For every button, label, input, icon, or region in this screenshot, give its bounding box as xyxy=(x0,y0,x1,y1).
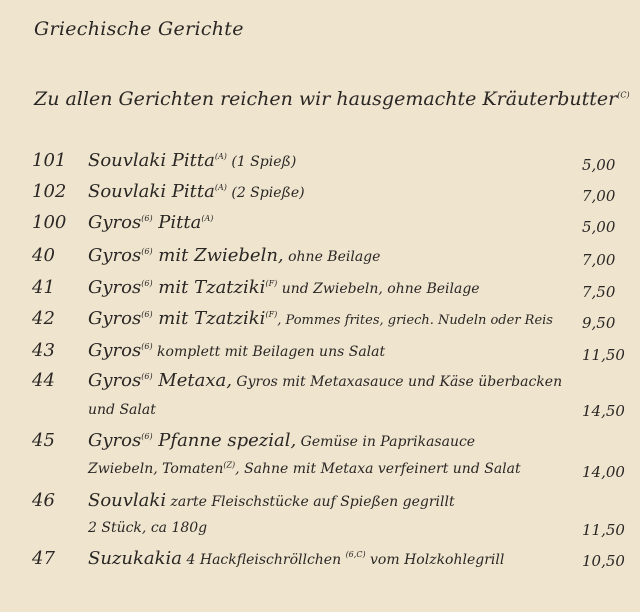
item-number: 44 xyxy=(32,370,55,391)
item-number: 47 xyxy=(32,548,55,569)
item-name: Gyros$^{(6)}$ mit Tzatziki$^{(F)}$ und Zwiebeln, ohne Beilage xyxy=(88,277,480,298)
menu-item xyxy=(0,370,640,422)
item-name: Gyros$^{(6)}$ mit Tzatziki$^{(F)}$, Pommes frites, griech. Nudeln oder Reis xyxy=(88,308,553,329)
item-price: 7,00 xyxy=(582,187,616,205)
item-name: Gyros$^{(6)}$ Pfanne spezial, Gemüse in Paprikasauce xyxy=(88,430,476,451)
item-price: 9,50 xyxy=(582,314,616,332)
item-name: Gyros$^{(6)}$ Metaxa, Gyros mit Metaxasauce und Käse überbacken xyxy=(88,370,563,391)
menu-note-text: Zu allen Gerichten reichen wir hausgemachte Kräuterbutter xyxy=(34,88,618,110)
menu-item xyxy=(0,308,640,336)
item-price: 5,00 xyxy=(582,156,616,174)
item-name: Souvlaki Pitta$^{(A)}$ (1 Spieß) xyxy=(88,150,297,171)
menu-note-allergen: (C) xyxy=(617,90,630,100)
item-price: 11,50 xyxy=(582,521,625,539)
item-name: Souvlaki zarte Fleischstücke auf Spießen gegrillt xyxy=(88,490,455,511)
item-name: Gyros$^{(6)}$ mit Zwiebeln, ohne Beilage xyxy=(88,245,381,266)
menu-item xyxy=(0,490,640,542)
item-price: 14,50 xyxy=(582,402,625,420)
item-price: 10,50 xyxy=(582,552,625,570)
item-description-line: und Salat xyxy=(88,402,156,418)
menu-item xyxy=(0,181,640,209)
item-name: Suzukakia 4 Hackfleischröllchen $^{(6,C)}$ vom Holzkohlegrill xyxy=(88,548,505,569)
item-name: Souvlaki Pitta$^{(A)}$ (2 Spieße) xyxy=(88,181,305,202)
item-number: 45 xyxy=(32,430,55,451)
item-description-line: Zwiebeln, Tomaten$^{(Z)}$, Sahne mit Metaxa verfeinert und Salat xyxy=(88,460,521,477)
menu-item xyxy=(0,277,640,305)
item-number: 46 xyxy=(32,490,55,511)
item-price: 7,00 xyxy=(582,251,616,269)
item-description-line: 2 Stück, ca 180g xyxy=(88,520,208,536)
menu-item xyxy=(0,430,640,484)
item-price: 7,50 xyxy=(582,283,616,301)
menu-item xyxy=(0,245,640,273)
menu-item xyxy=(0,548,640,576)
menu-item xyxy=(0,212,640,240)
menu-section-title: Griechische Gerichte xyxy=(34,18,244,40)
item-price: 14,00 xyxy=(582,463,625,481)
item-price: 5,00 xyxy=(582,218,616,236)
item-number: 42 xyxy=(32,308,55,329)
menu-note xyxy=(34,88,630,110)
item-number: 41 xyxy=(32,277,55,298)
item-number: 102 xyxy=(32,181,67,202)
menu-item xyxy=(0,340,640,368)
item-number: 40 xyxy=(32,245,55,266)
item-name: Gyros$^{(6)}$ Pitta$^{(A)}$ xyxy=(88,212,214,233)
menu-item xyxy=(0,150,640,178)
item-price: 11,50 xyxy=(582,346,625,364)
item-number: 101 xyxy=(32,150,67,171)
item-name: Gyros$^{(6)}$ komplett mit Beilagen uns Salat xyxy=(88,340,386,361)
item-number: 43 xyxy=(32,340,55,361)
item-number: 100 xyxy=(32,212,67,233)
